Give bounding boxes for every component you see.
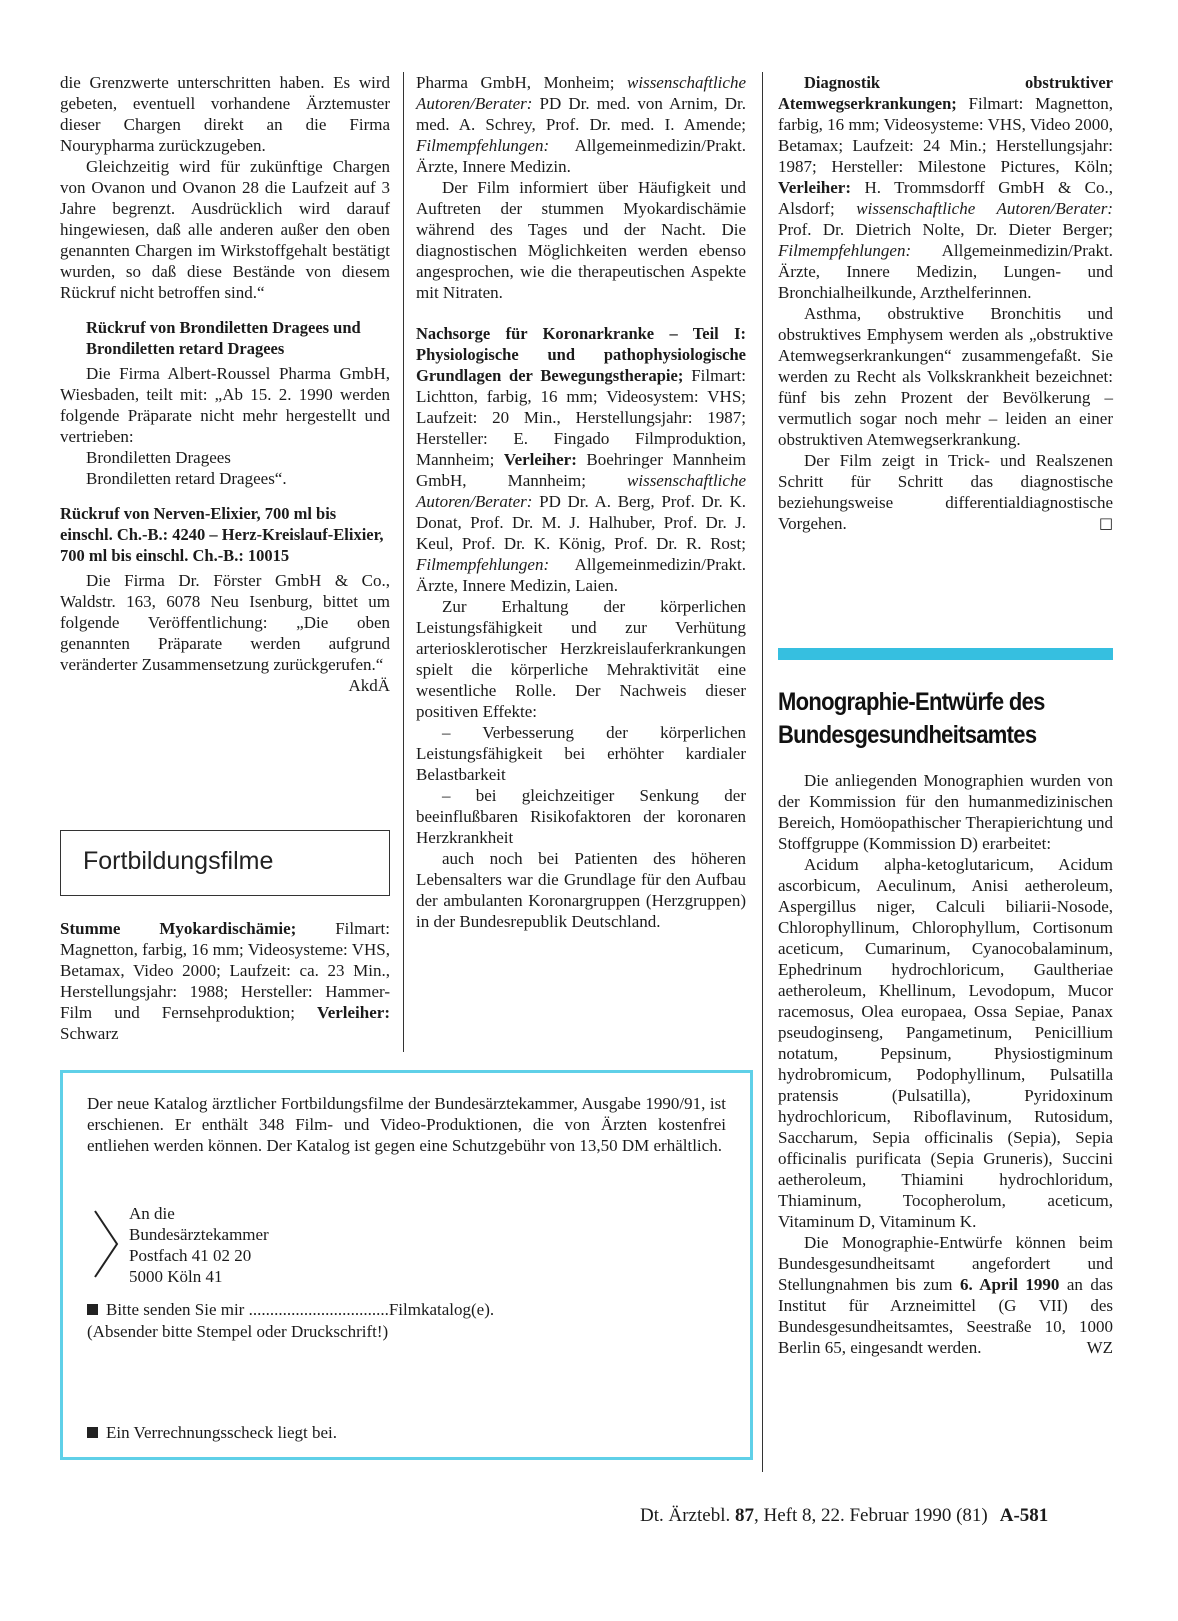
- paragraph: [778, 72, 1113, 303]
- film-details: Allgemeinmedizin/Prakt. Ärzte, Innere Medizin, Lungen- und Bronchialheilkunde, Arzthelferinnen.: [778, 241, 1113, 302]
- paragraph-text: Die Firma Dr. Förster GmbH & Co., Waldstr. 163, 6078 Neu Isenburg, bittet um folgende Veröffentlichung: „Die oben genannten Präparate werden aufgrund veränderter Zusammensetzung zurückgerufen.“: [60, 571, 390, 674]
- film-title: Stumme Myokardischämie;: [60, 919, 297, 938]
- film-details: Boehringer Mannheim GmbH, Mannheim;: [416, 450, 746, 490]
- address-line: Bundesärztekammer: [129, 1225, 269, 1244]
- order-request-line[interactable]: [87, 1299, 494, 1320]
- address-line: 5000 Köln 41: [129, 1267, 223, 1286]
- film-details: Schwarz: [60, 1024, 119, 1043]
- check-enclosed-line[interactable]: [87, 1422, 337, 1443]
- column-rule: [762, 72, 763, 1472]
- paragraph: Asthma, obstruktive Bronchitis und obstruktives Emphysem werden als „obstruktive Atemwegserkrankungen“ zusammengefaßt. Sie werden zu Recht als Volkskrankheit bezeichnet: fünf bis zehn Prozent der Bevölkerung – vermutlich sogar noch mehr – leiden an einer obstruktiven Atemwegserkrankung.: [778, 304, 1113, 449]
- film-title: Nachsorge für Koronarkranke – Teil I: Physiologische und pathophysiologische Grundlagen der Bewegungstherapie;: [416, 324, 746, 385]
- film-details: Allgemeinmedizin/Prakt. Ärzte, Innere Medizin, Laien.: [416, 555, 746, 595]
- paragraph: [60, 570, 390, 695]
- film-title: Diagnostik obstruktiver Atemwegserkrankungen;: [778, 73, 1113, 113]
- checkbox-square-icon[interactable]: [87, 1304, 98, 1315]
- article-title: Monographie-Entwürfe des Bundesgesundheitsamtes: [778, 688, 1045, 749]
- order-text: Bitte senden Sie mir .................................Filmkatalog(e).: [106, 1300, 495, 1319]
- film-details: Filmart: Magnetton, farbig, 16 mm; Videosysteme: VHS, Video 2000, Betamax; Laufzeit: 24 Min.; Herstellungsjahr: 1987; Hersteller: Milestone Pictures, Köln;: [778, 94, 1113, 176]
- address-line: An die: [129, 1204, 175, 1223]
- check-text: Ein Verrechnungsscheck liegt bei.: [106, 1423, 338, 1442]
- film-details: Filmart: Magnetton, farbig, 16 mm; Videosysteme: VHS, Betamax, Video 2000; Laufzeit: ca. 23 Min., Herstellungsjahr: 1988; Hersteller: Hammer-Film und Fernsehproduktion;: [60, 919, 390, 1022]
- monographie-article: [778, 770, 1113, 1358]
- page-footer: [640, 1505, 1048, 1527]
- column-rule: [403, 72, 404, 1052]
- chevron-right-icon: [93, 1209, 119, 1279]
- paragraph: Gleichzeitig wird für zukünftige Chargen von Ovanon und Ovanon 28 die Laufzeit auf 3 Jahre begrenzt. Ausdrücklich wird darauf hingewiesen, daß alle anderen außer den oben genannten Chargen im Wirkstoffgehalt bestätigt wurden, so daß diese Bestände von diesem Rückruf nicht betroffen sind.“: [60, 157, 390, 302]
- label-wiss-autoren: wissenschaftliche Autoren/Berater:: [416, 73, 746, 113]
- paragraph: [416, 323, 746, 596]
- paragraph: [416, 72, 746, 177]
- section-heading: Rückruf von Nerven-Elixier, 700 ml bis einschl. Ch.-B.: 4240 – Herz-Kreislauf-Elixier, 700 ml bis einschl. Ch.-B.: 10015: [60, 504, 384, 565]
- paragraph: Der Film informiert über Häufigkeit und Auftreten der stummen Myokardischämie während des Tages und der Nacht. Die diagnostischen Möglichkeiten werden ebenso angesprochen, wie die therapeutischen Aspekte mit Nitraten.: [416, 178, 746, 302]
- deadline-date: 6. April 1990: [959, 1275, 1060, 1294]
- signature: WZ: [1086, 1338, 1113, 1357]
- section-heading: Rückruf von Brondiletten Dragees und Brondiletten retard Dragees: [86, 318, 361, 358]
- column-1: [60, 72, 390, 696]
- paragraph: Zur Erhaltung der körperlichen Leistungsfähigkeit und zur Verhütung arteriosklerotischer Herzkreislauferkrankungen spielt die körperliche Mehraktivität eine wesentliche Rolle. Der Nachweis dieser positiven Effekte:: [416, 597, 746, 721]
- label-wiss-autoren: wissenschaftliche Autoren/Berater:: [416, 471, 746, 511]
- list-item: – Verbesserung der körperlichen Leistungsfähigkeit bei erhöhter kardialer Belastbarkeit: [416, 723, 746, 784]
- paragraph: Acidum alpha-ketoglutaricum, Acidum ascorbicum, Aeculinum, Anisi aetheroleum, Aspergillus niger, Calculi biliarii-Nosode, Chlorophyllinum, Chlorophyllum, Cortisonum aceticum, Cumarinum, Cyanocobalaminum, Ephedrinum hydrochloricum, Gaultheriae aetheroleum, Khellinum, Levodopum, Mucor racemosus, Olea europaea, Ossa Sepiae, Panax pseudoginseng, Pangametinum, Penicillium notatum, Pepsinum, Physiostigminum hydrobromicum, Podophyllinum, Pulsatilla pratensis (Pulsatilla), Pyridoxinum hydrochloricum, Riboflavinum, Rutosidum, Saccharum, Sepia officinalis (Sepia), Sepia officinalis purificata (Sepia Gruneris), Succini aetheroleum, Thiamini hydrochloridum, Thiaminum, Tocopherolum, aceticum, Vitaminum D, Vitaminum K.: [778, 855, 1113, 1231]
- section-divider-bar: [778, 648, 1113, 660]
- sender-note: (Absender bitte Stempel oder Druckschrift!): [87, 1322, 389, 1341]
- volume-number: 87: [734, 1505, 754, 1526]
- label-filmempfehlungen: Filmempfehlungen:: [416, 136, 550, 155]
- product-item: Brondiletten retard Dragees“.: [86, 469, 287, 488]
- label-verleiher: Verleiher:: [778, 178, 852, 197]
- film-details: H. Trommsdorff GmbH & Co., Alsdorf;: [778, 178, 1113, 218]
- paragraph: [778, 450, 1113, 534]
- list-item: – bei gleichzeitiger Senkung der beeinflußbaren Risikofaktoren der koronaren Herzkrankheit: [416, 786, 746, 847]
- text: PD Dr. med. von Arnim, Dr. med. A. Schrey, Prof. Dr. med. I. Amende;: [416, 94, 746, 134]
- paragraph-text: Der Film zeigt in Trick- und Realszenen Schritt für Schritt das diagnostische beziehungsweise differentialdiagnostische Vorgehen.: [778, 451, 1113, 533]
- text: Allgemeinmedizin/Prakt. Ärzte, Innere Medizin.: [416, 136, 746, 176]
- page-number: A-581: [999, 1505, 1049, 1526]
- product-item: Brondiletten Dragees: [86, 448, 231, 467]
- paragraph-text: Die Firma Albert-Roussel Pharma GmbH, Wiesbaden, teilt mit: „Ab 15. 2. 1990 werden folgende Präparate nicht mehr hergestellt und vertrieben:: [60, 364, 390, 446]
- film-entry-1: [60, 918, 390, 1044]
- column-2: [416, 72, 746, 932]
- paragraph: die Grenzwerte unterschritten haben. Es wird gebeten, eventuell vorhandene Ärztemuster dieser Chargen direkt an die Firma Nourypharma zurückzugeben.: [60, 73, 390, 155]
- paragraph: Die anliegenden Monographien wurden von der Kommission für den humanmedizinischen Bereich, Homöopathischer Therapierichtung und Stoffgruppe (Kommission D) erarbeitet:: [778, 771, 1113, 853]
- label-filmempfehlungen: Filmempfehlungen:: [778, 241, 912, 260]
- paragraph-text: an das Institut für Arzneimittel (G VII) des Bundesgesundheitsamtes, Seestraße 10, 1000 Berlin 65, eingesandt werden.: [778, 1275, 1113, 1357]
- signature: AkdÄ: [348, 676, 390, 695]
- paragraph: auch noch bei Patienten des höheren Lebensalters war die Grundlage für den Aufbau der ambulanten Koronargruppen (Herzgruppen) in der Bundesrepublik Deutschland.: [416, 849, 746, 931]
- label-wiss-autoren: wissenschaftliche Autoren/Berater:: [856, 199, 1113, 218]
- label-verleiher: Verleiher:: [316, 1003, 390, 1022]
- address-block: [129, 1203, 269, 1287]
- paragraph: [60, 918, 390, 1044]
- catalog-order-box: [60, 1070, 753, 1460]
- paragraph: [778, 1232, 1113, 1358]
- catalog-intro: Der neue Katalog ärztlicher Fortbildungsfilme der Bundesärztekammer, Ausgabe 1990/91, ist erschienen. Er enthält 348 Film- und Video-Produktionen, die von Ärzten kostenfrei entliehen werden können. Der Katalog ist gegen eine Schutzgebühr von 13,50 DM erhältlich.: [87, 1094, 726, 1155]
- film-details: PD Dr. A. Berg, Prof. Dr. K. Donat, Prof. Dr. M. J. Halhuber, Prof. Dr. J. Keul, Prof. Dr. K. König, Prof. Dr. R. Rost;: [416, 492, 746, 553]
- end-mark-icon: □: [1098, 514, 1113, 532]
- paragraph-text: Die Monographie-Entwürfe können beim Bundesgesundheitsamt angefordert und Stellungnahmen bis zum: [778, 1233, 1113, 1294]
- column-3: [778, 72, 1113, 534]
- issue-info: , Heft 8, 22. Februar 1990 (81): [753, 1505, 988, 1526]
- box-heading-fortbildungsfilme: Fortbildungsfilme: [60, 830, 390, 896]
- label-filmempfehlungen: Filmempfehlungen:: [416, 555, 550, 574]
- address-line: Postfach 41 02 20: [129, 1246, 252, 1265]
- journal-name: Dt. Ärztebl.: [640, 1505, 735, 1526]
- checkbox-square-icon[interactable]: [87, 1427, 98, 1438]
- label-verleiher: Verleiher:: [503, 450, 577, 469]
- text: Pharma GmbH, Monheim;: [416, 73, 628, 92]
- paragraph: [60, 363, 390, 489]
- film-details: Filmart: Lichtton, farbig, 16 mm; Videosystem: VHS; Laufzeit: 20 Min., Herstellungsjahr: 1987; Hersteller: E. Fingado Filmproduktion, Mannheim;: [416, 366, 746, 469]
- film-details: Prof. Dr. Dietrich Nolte, Dr. Dieter Berger;: [778, 220, 1113, 239]
